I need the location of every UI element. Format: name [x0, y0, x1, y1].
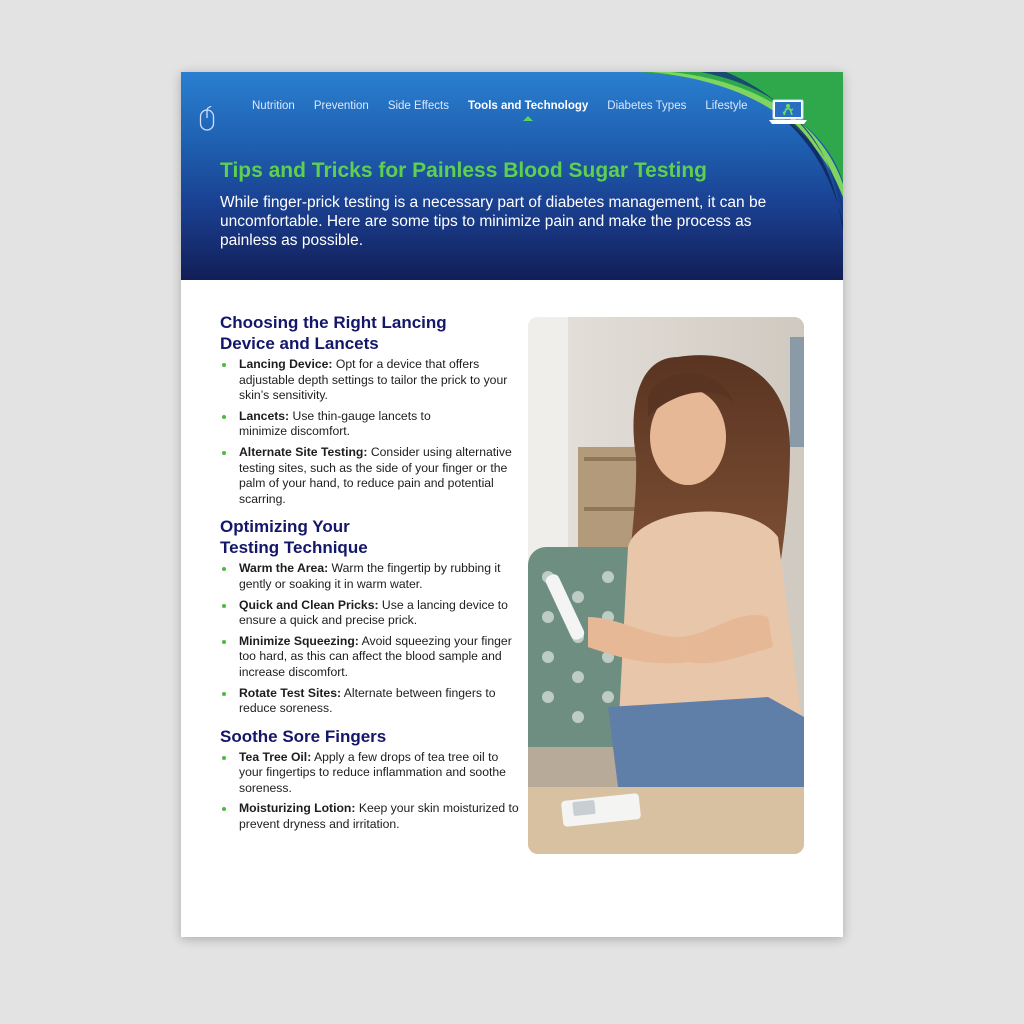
item-text: Alternate between fingers to reduce soreness.	[239, 685, 496, 716]
top-navigation	[252, 100, 767, 112]
item-term: Quick and Clean Pricks:	[239, 597, 379, 612]
nav-item-tools-and-technology[interactable]	[468, 100, 588, 112]
item-text: Avoid squeezing your finger too hard, as this can affect the blood sample and increase discomfort.	[239, 633, 512, 679]
item-term: Tea Tree Oil:	[239, 749, 312, 764]
item-text: Warm the fingertip by rubbing it gently or soaking it in warm water.	[239, 561, 501, 591]
nav-item-side-effects[interactable]: Side Effects	[387, 100, 449, 112]
active-tab-caret-icon	[523, 116, 533, 121]
computer-mouse-icon	[199, 106, 215, 132]
section-lancing-device	[220, 312, 520, 507]
list-item	[220, 561, 520, 592]
item-term: Minimize Squeezing:	[239, 633, 359, 648]
laptop-person-icon	[769, 98, 807, 126]
list-item	[220, 750, 520, 797]
intro-paragraph: While finger-prick testing is a necessary part of diabetes management, it can be uncomfortable. Here are some tips to minimize pain and make the process as painless as possible.	[220, 194, 767, 249]
item-text: Apply a few drops of tea tree oil to your fingertips to reduce inflammation and soothe soreness.	[239, 749, 506, 795]
list-item	[220, 357, 520, 404]
list-item	[220, 409, 449, 440]
woman-testing-blood-sugar-photo	[528, 317, 804, 854]
item-text: Consider using alternative testing sites, such as the side of your finger or the palm of your hand, to reduce pain and potential scarring.	[239, 444, 512, 506]
list-item	[220, 801, 520, 832]
item-term: Rotate Test Sites:	[239, 685, 342, 700]
list-item	[220, 445, 520, 507]
nav-item-diabetes-types[interactable]: Diabetes Types	[607, 100, 687, 112]
item-term: Alternate Site Testing:	[239, 444, 368, 459]
section-heading: Choosing the Right Lancing Device and Lancets	[220, 313, 447, 353]
tips-content	[220, 312, 520, 842]
item-term: Lancets:	[239, 408, 290, 423]
item-text: Use thin-gauge lancets to minimize discomfort.	[239, 408, 431, 439]
item-term: Lancing Device:	[239, 357, 333, 371]
page-title: Tips and Tricks for Painless Blood Sugar Testing	[220, 159, 707, 182]
item-text: Keep your skin moisturized to prevent dryness and irritation.	[239, 801, 519, 832]
bullet-list	[220, 357, 520, 507]
nav-item-nutrition[interactable]: Nutrition	[252, 100, 295, 112]
item-term: Warm the Area:	[239, 561, 329, 576]
photo-illustration	[528, 317, 804, 854]
list-item	[220, 634, 520, 681]
list-item	[220, 686, 520, 717]
bullet-list	[220, 750, 520, 833]
list-item	[220, 598, 520, 629]
header-banner	[181, 72, 843, 280]
item-term: Moisturizing Lotion:	[239, 801, 356, 816]
bullet-list	[220, 561, 520, 716]
document-page	[181, 72, 843, 937]
nav-item-lifestyle[interactable]: Lifestyle	[705, 100, 748, 112]
nav-item-label: Tools and Technology	[467, 100, 589, 112]
item-text: Use a lancing device to ensure a quick and precise prick.	[239, 597, 508, 628]
nav-item-prevention[interactable]: Prevention	[313, 100, 369, 112]
section-testing-technique	[220, 516, 520, 716]
item-text: Opt for a device that offers adjustable depth settings to tailor the prick to your skin’s sensitivity.	[239, 357, 508, 403]
section-heading: Optimizing Your Testing Technique	[220, 517, 368, 558]
section-soothe-sore-fingers	[220, 726, 520, 833]
section-heading: Soothe Sore Fingers	[220, 726, 387, 746]
